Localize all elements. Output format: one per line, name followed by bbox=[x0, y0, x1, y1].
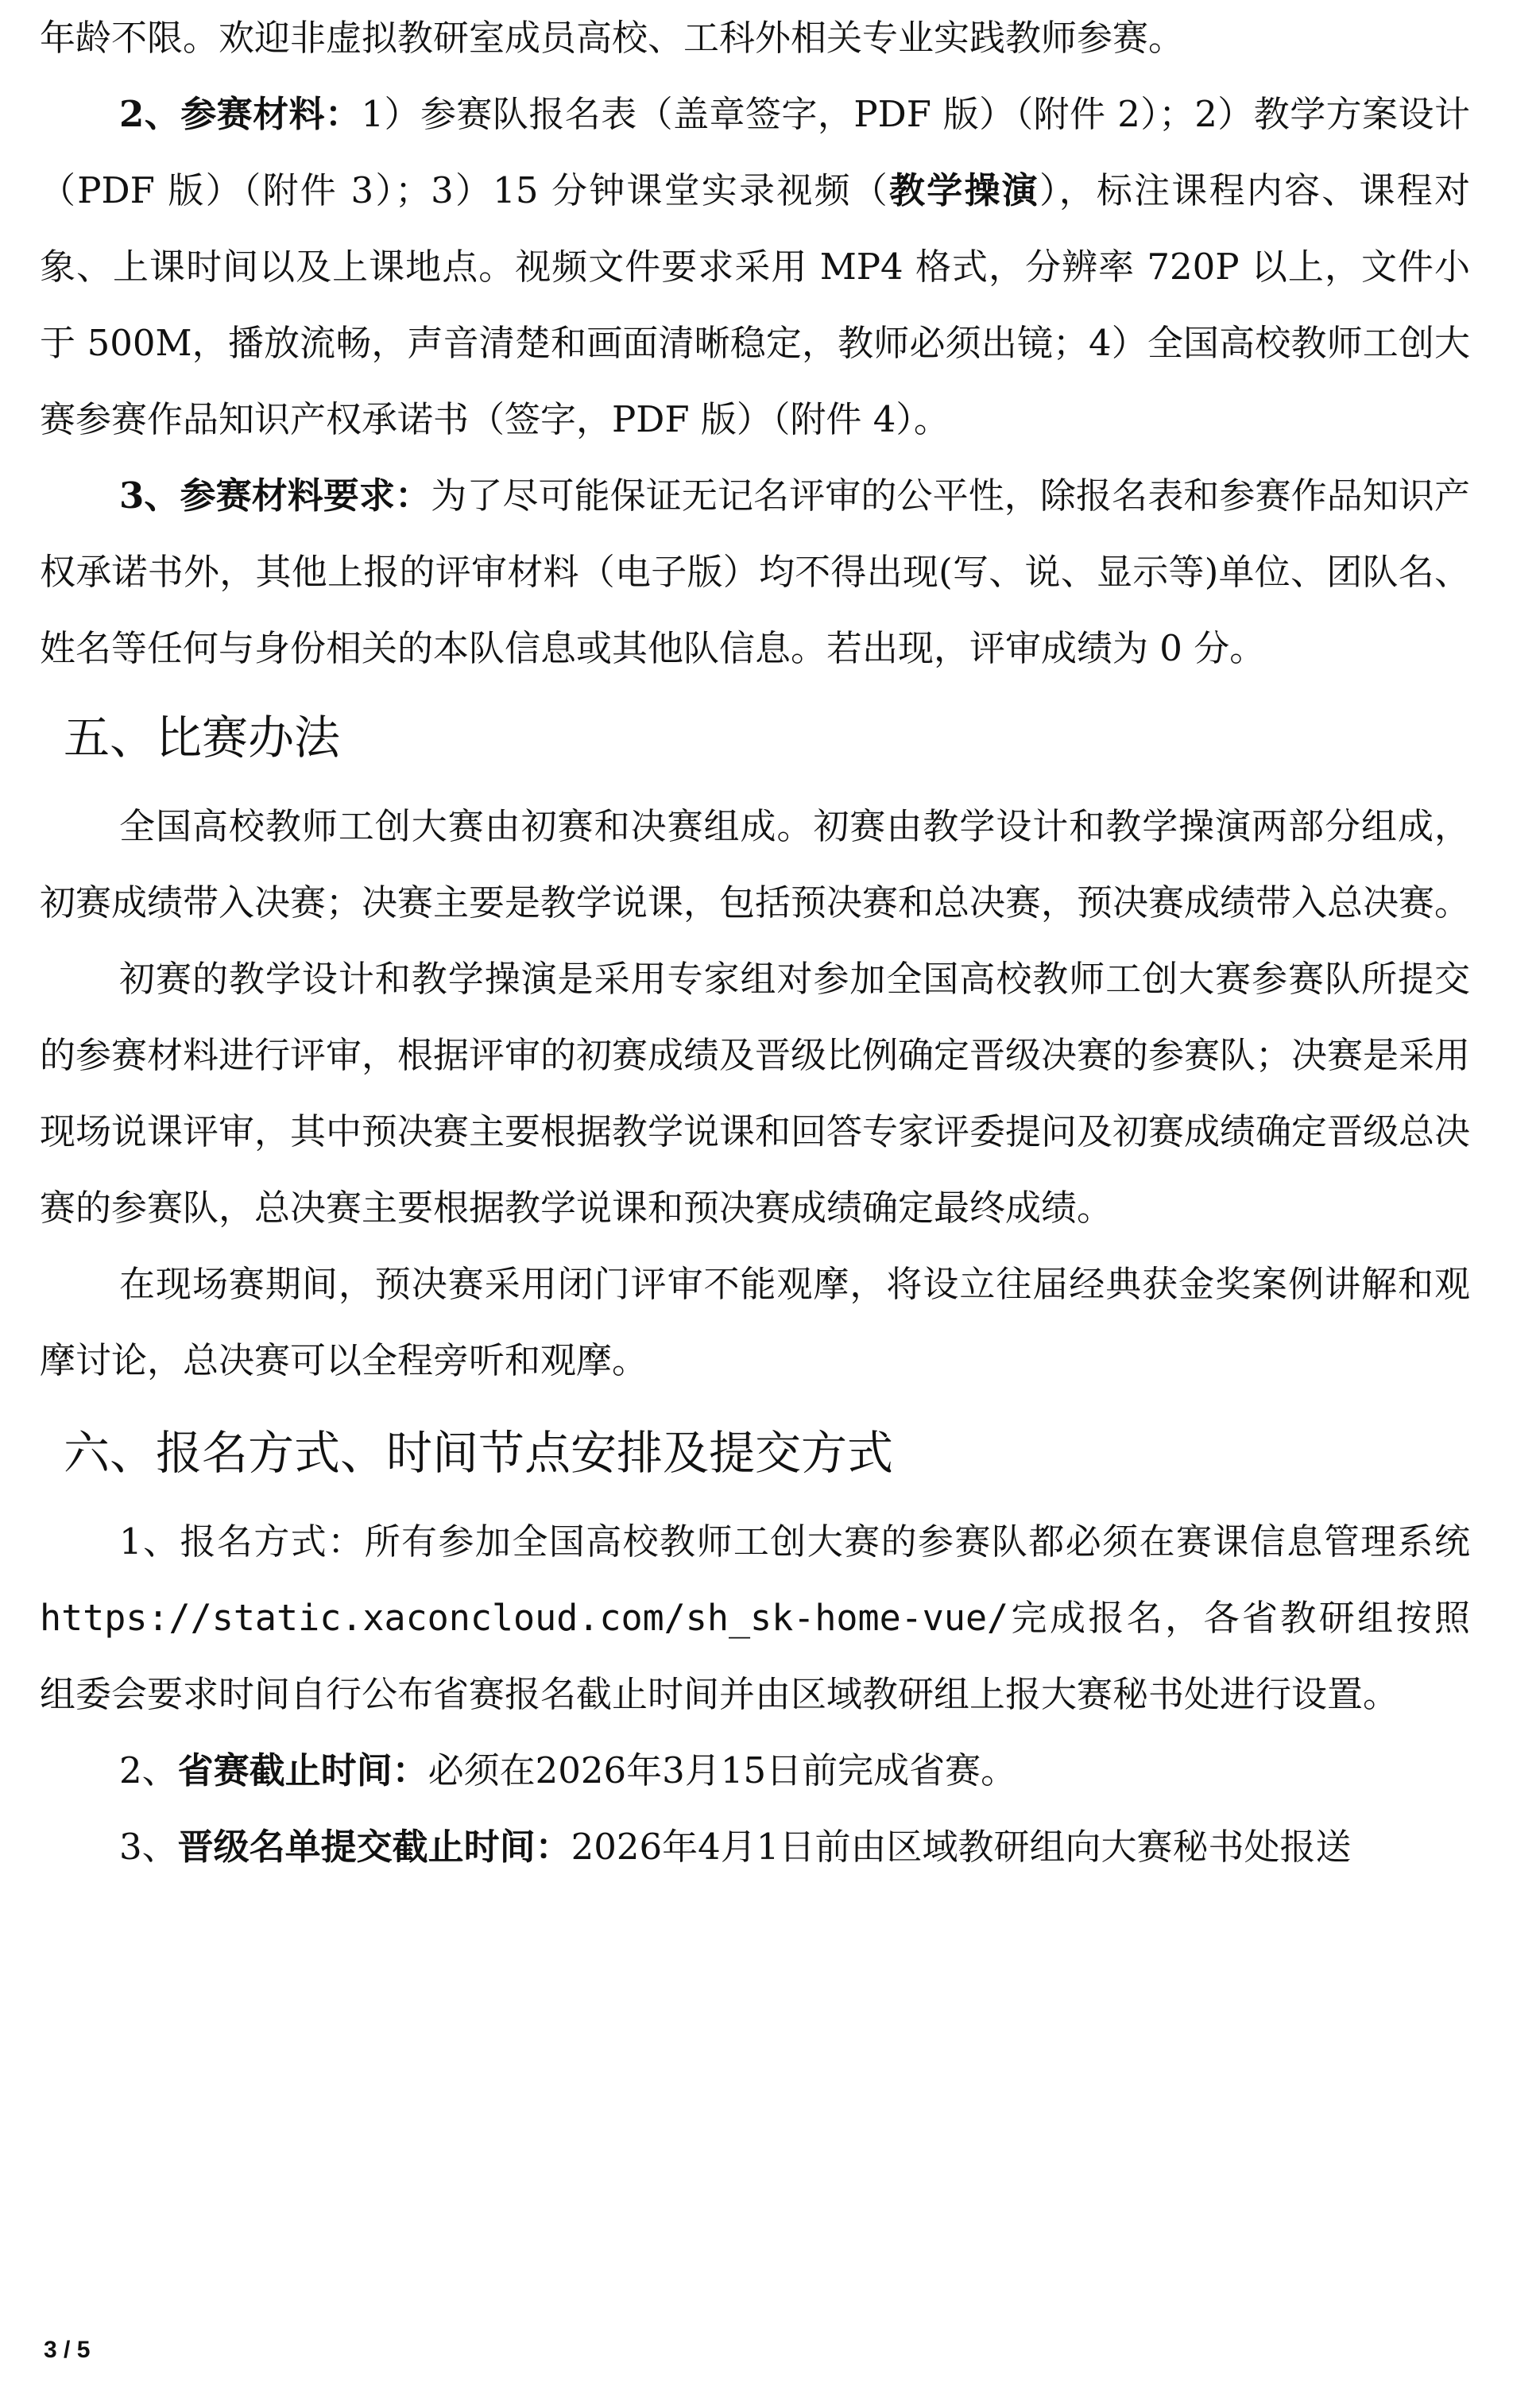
paragraph-method-2: 初赛的教学设计和教学操演是采用专家组对参加全国高校教师工创大赛参赛队所提交的参赛材料进行评审，根据评审的初赛成绩及晋级比例确定晋级决赛的参赛队；决赛是采用现场说课评审，其中预决赛主要根据教学说课和回答专家评委提问及初赛成绩确定晋级总决赛的参赛队，总决赛主要根据教学说课和预决赛成绩确定最终成绩。 bbox=[40, 958, 1471, 1229]
provincial-prefix: 2、 bbox=[119, 1749, 178, 1791]
section-heading-registration: 六、报名方式、时间节点安排及提交方式 bbox=[64, 1426, 894, 1480]
registration-text-2: 完成报名，各省教研组按照组委会要求时间自行公布省赛报名截止时间并由区域教研组上报大赛秘书处进行设置。 bbox=[40, 1597, 1470, 1715]
promotion-text: 2026年4月1日前由区域教研组向大赛秘书处报送 bbox=[571, 1826, 1352, 1868]
materials-text-2: ），标注课程内容、课程对象、上课时间以及上课地点。视频文件要求采用 MP4 格式，分辨率 720P 以上，文件小于 500M，播放流畅，声音清楚和画面清晰稳定，教师必须出镜；4）全国高校教师工创大赛参赛作品知识产权承诺书（签字，PDF 版）（附件 4）。 bbox=[40, 169, 1470, 440]
paragraph-method-1: 全国高校教师工创大赛由初赛和决赛组成。初赛由教学设计和教学操演两部分组成，初赛成绩带入决赛；决赛主要是教学说课，包括预决赛和总决赛，预决赛成绩带入总决赛。 bbox=[40, 805, 1471, 924]
paragraph-registration-method bbox=[40, 1504, 1470, 1733]
registration-text-1: 所有参加全国高校教师工创大赛的参赛队都必须在赛课信息管理系统 bbox=[364, 1520, 1470, 1563]
paragraph-method-3: 在现场赛期间，预决赛采用闭门评审不能观摩，将设立往届经典获金奖案例讲解和观摩讨论，总决赛可以全程旁听和观摩。 bbox=[40, 1263, 1470, 1381]
paragraph-age-limit: 年龄不限。欢迎非虚拟教研室成员高校、工科外相关专业实践教师参赛。 bbox=[40, 17, 1185, 59]
requirements-text: 为了尽可能保证无记名评审的公平性，除报名表和参赛作品知识产权承诺书外，其他上报的评审材料（电子版）均不得出现(写、说、显示等)单位、团队名、姓名等任何与身份相关的本队信息或其他队信息。若出现，评审成绩为 0 分。 bbox=[40, 474, 1470, 669]
registration-system-link[interactable]: https://static.xaconcloud.com/sh_sk-home-vue/ bbox=[40, 1597, 1009, 1639]
registration-label: 报名方式： bbox=[180, 1520, 365, 1563]
registration-prefix: 1、 bbox=[119, 1520, 180, 1563]
document-page bbox=[40, 0, 1470, 1885]
paragraph-materials bbox=[40, 76, 1470, 458]
promotion-label: 晋级名单提交截止时间： bbox=[177, 1826, 571, 1868]
provincial-text: 必须在2026年3月15日前完成省赛。 bbox=[428, 1749, 1017, 1791]
materials-label: 2、参赛材料： bbox=[119, 93, 362, 135]
paragraph-provincial-deadline bbox=[40, 1733, 1470, 1809]
materials-bold-term: 教学操演 bbox=[889, 169, 1039, 211]
promotion-prefix: 3、 bbox=[119, 1826, 178, 1868]
paragraph-material-requirements bbox=[40, 458, 1470, 687]
section-heading-competition-method: 五、比赛办法 bbox=[64, 711, 341, 765]
materials-text-1: 1）参赛队报名表（盖章签字，PDF 版）（附件 2）；2）教学方案设计（PDF 版）（附件 3）；3）15 分钟课堂实录视频（ bbox=[40, 93, 1470, 211]
provincial-label: 省赛截止时间： bbox=[177, 1749, 428, 1791]
page-number: 3 / 5 bbox=[44, 2337, 91, 2363]
requirements-label: 3、参赛材料要求： bbox=[119, 474, 431, 517]
paragraph-promotion-deadline bbox=[40, 1809, 1470, 1885]
